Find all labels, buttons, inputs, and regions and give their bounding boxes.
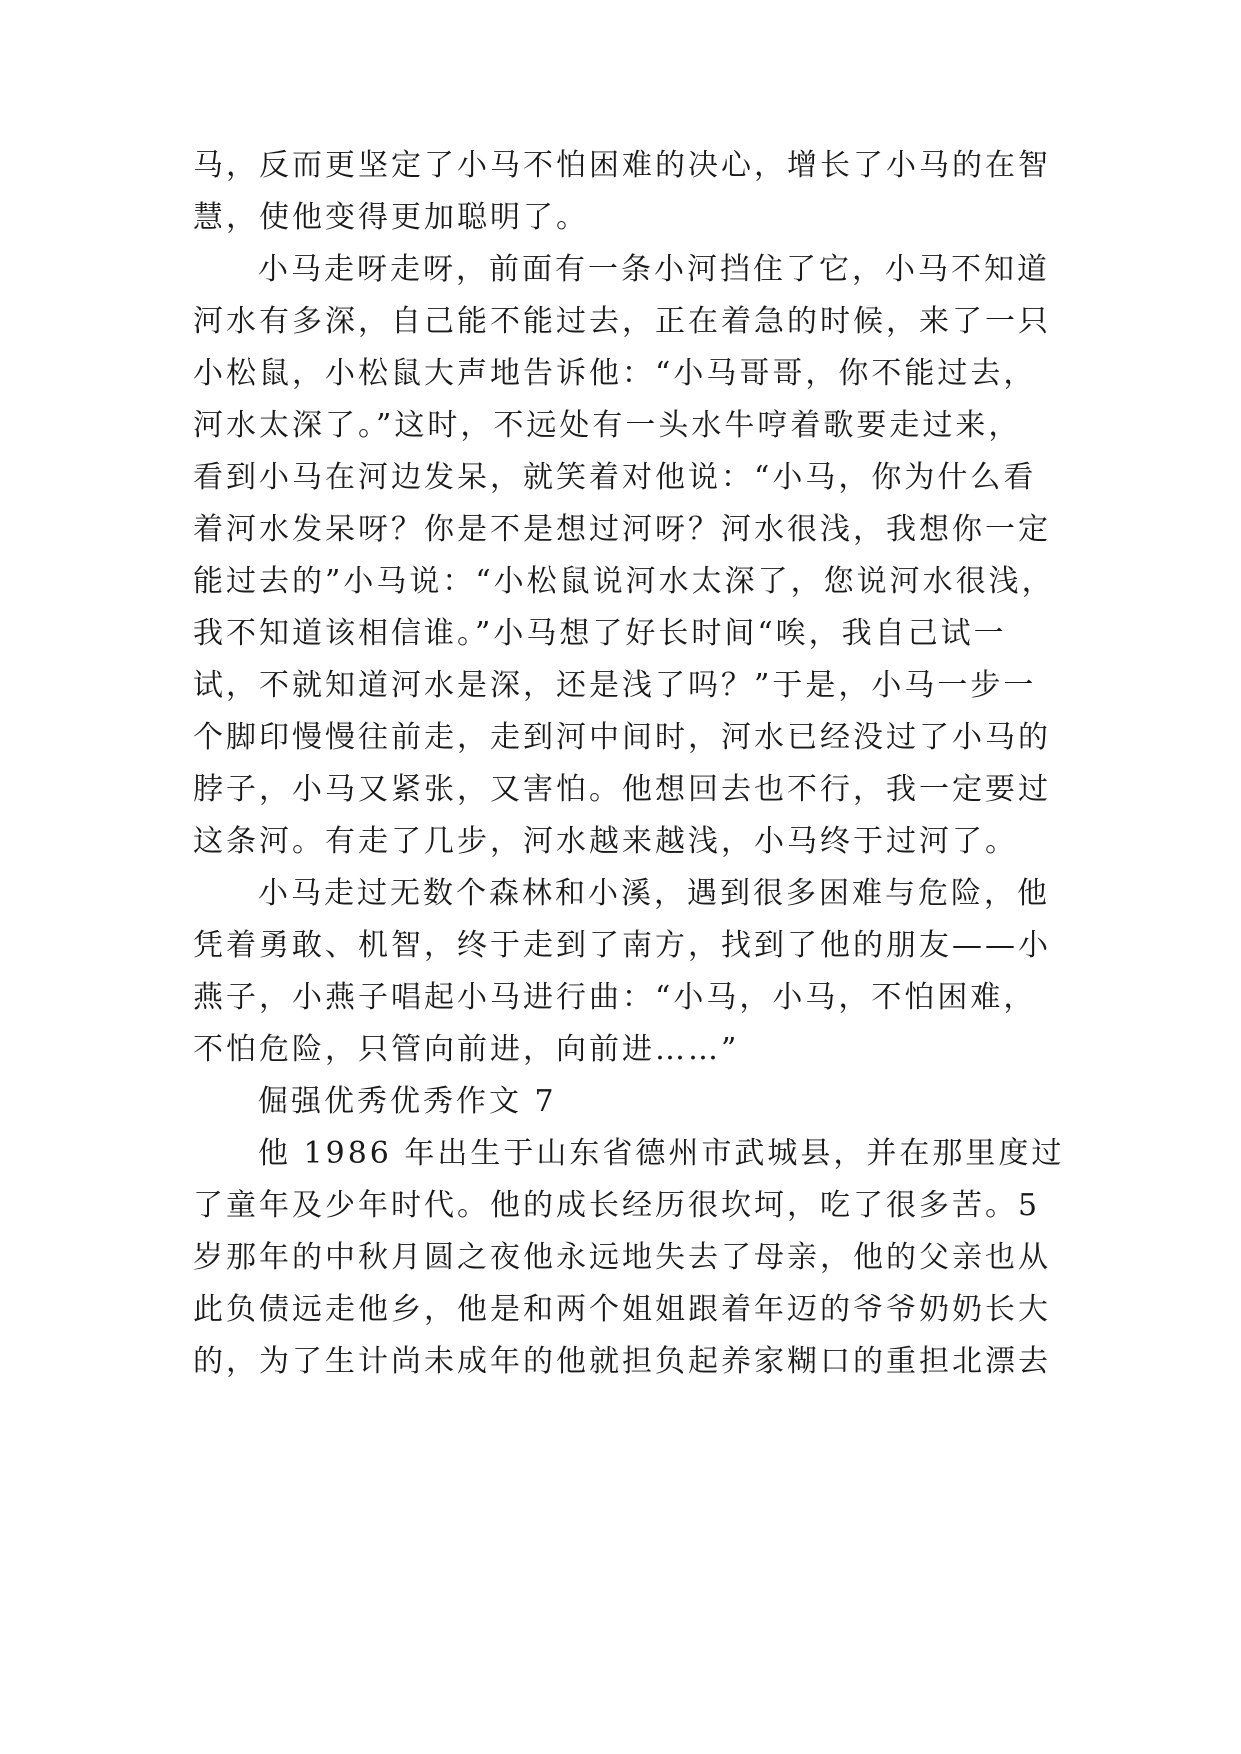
text-line: 我不知道该相信谁。”小马想了好长时间“唉，我自己试一 (193, 616, 1007, 651)
text-line: 凭着勇敢、机智，终于走到了南方，找到了他的朋友——小 (193, 928, 1051, 963)
text-line: 河水太深了。”这时，不远处有一头水牛哼着歌要走过来， (193, 408, 1022, 443)
text-line: 脖子，小马又紧张，又害怕。他想回去也不行，我一定要过 (193, 772, 1051, 807)
text-line: 此负债远走他乡，他是和两个姐姐跟着年迈的爷爷奶奶长大 (193, 1292, 1051, 1327)
text-line: 能过去的”小马说：“小松鼠说河水太深了，您说河水很浅， (193, 564, 1055, 599)
text-line: 试，不就知道河水是深，还是浅了吗？”于是，小马一步一 (193, 668, 1037, 703)
text-line: 着河水发呆呀？你是不是想过河呀？河水很浅，我想你一定 (193, 512, 1051, 547)
text-line: 河水有多深，自己能不能过去，正在着急的时候，来了一只 (193, 304, 1051, 339)
text-line: 个脚印慢慢往前走，走到河中间时，河水已经没过了小马的 (193, 720, 1051, 755)
text-line: 马，反而更坚定了小马不怕困难的决心，增长了小马的在智 (193, 148, 1051, 183)
paragraph-first-line: 小马走过无数个森林和小溪，遇到很多困难与危险，他 (258, 876, 1050, 911)
paragraph-first-line: 他 1986 年出生于山东省德州市武城县，并在那里度过 (258, 1136, 1065, 1171)
text-line: 岁那年的中秋月圆之夜他永远地失去了母亲，他的父亲也从 (193, 1240, 1051, 1275)
section-heading: 倔强优秀优秀作文 7 (258, 1084, 557, 1119)
paragraph-first-line: 小马走呀走呀，前面有一条小河挡住了它，小马不知道 (258, 252, 1050, 287)
text-line: 看到小马在河边发呆，就笑着对他说：“小马，你为什么看 (193, 460, 1037, 495)
text-line: 不怕危险，只管向前进，向前进……” (193, 1032, 740, 1067)
text-line: 的，为了生计尚未成年的他就担负起养家糊口的重担北漂去 (193, 1344, 1051, 1379)
text-line: 慧，使他变得更加聪明了。 (193, 200, 589, 235)
text-line: 小松鼠，小松鼠大声地告诉他：“小马哥哥，你不能过去， (193, 356, 1037, 391)
text-line: 燕子，小燕子唱起小马进行曲：“小马，小马，不怕困难， (193, 980, 1037, 1015)
text-line: 这条河。有走了几步，河水越来越浅，小马终于过河了。 (193, 824, 1018, 859)
text-line: 了童年及少年时代。他的成长经历很坎坷，吃了很多苦。5 (193, 1188, 1041, 1223)
